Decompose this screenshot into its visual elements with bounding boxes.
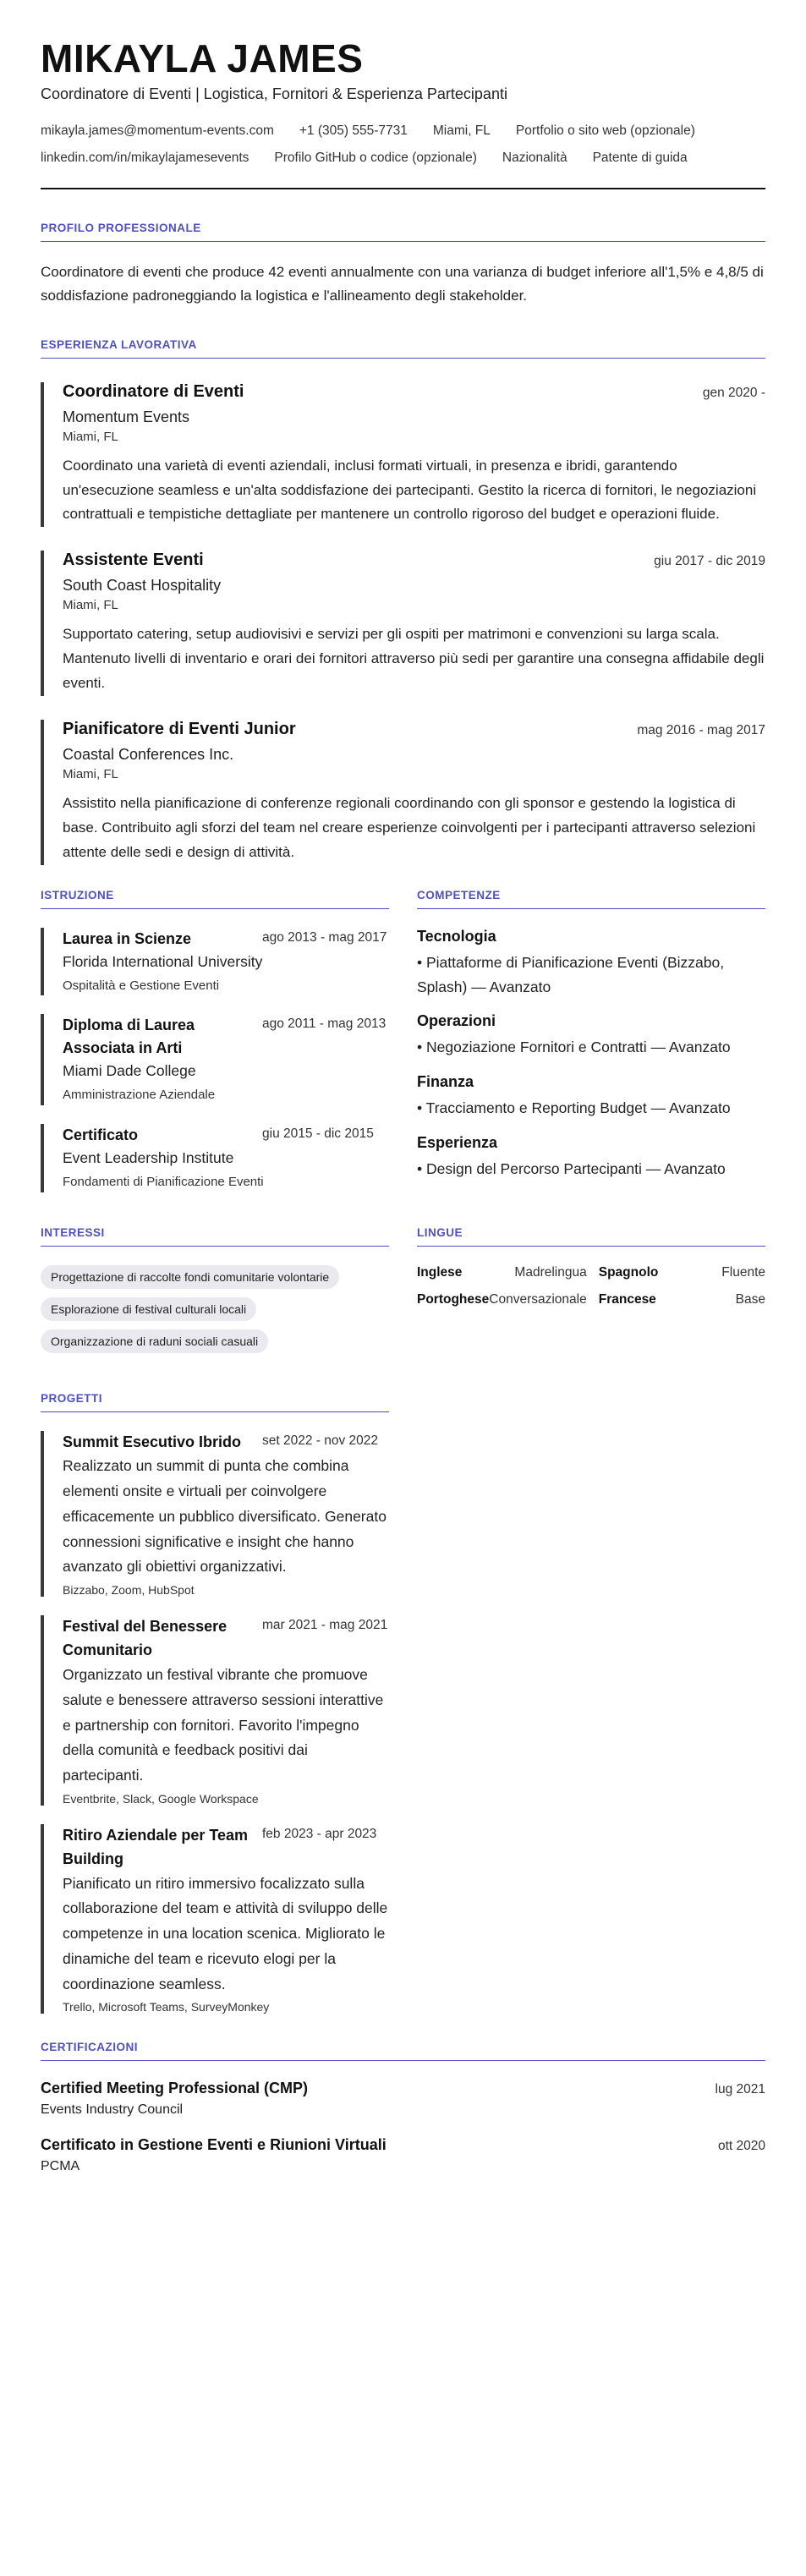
degree-title: Laurea in Scienze bbox=[63, 929, 192, 947]
project-description: Organizzato un festival vibrante che promuove salute e benessere attraverso sessioni interattive e partnership con fornitori. Favorito l'impegno della comunità e feedback positivi dai partecipanti. bbox=[63, 1666, 384, 1784]
study-field: Ospitalità e Gestione Eventi bbox=[63, 978, 220, 993]
job-dates: gen 2020 - bbox=[702, 385, 765, 400]
project-title: Summit Esecutivo Ibrido bbox=[63, 1433, 242, 1450]
headline: Coordinatore di Eventi | Logistica, Fornitori & Esperienza Partecipanti bbox=[41, 85, 507, 102]
job-location: Miami, FL bbox=[63, 767, 118, 782]
contact-info bbox=[41, 123, 765, 166]
job-title: Coordinatore di Eventi bbox=[63, 381, 244, 401]
contact-phone: +1 (305) 555-7731 bbox=[299, 123, 408, 138]
certification-issuer: PCMA bbox=[41, 2159, 80, 2174]
project-title: Ritiro Aziendale per Team Building bbox=[63, 1826, 249, 1867]
education-item bbox=[41, 1124, 389, 1192]
certification-item bbox=[41, 2136, 765, 2174]
language-level: Conversazionale bbox=[489, 1291, 587, 1307]
study-field: Fondamenti di Pianificazione Eventi bbox=[63, 1175, 264, 1190]
education-section bbox=[41, 889, 389, 1192]
section-title-languages: LINGUE bbox=[417, 1226, 765, 1247]
language-item bbox=[417, 1265, 587, 1280]
section-title-summary: PROFILO PROFESSIONALE bbox=[41, 222, 765, 242]
skill-category: Esperienza bbox=[417, 1134, 498, 1152]
section-title-education: ISTRUZIONE bbox=[41, 889, 389, 909]
contact-portfolio: Portfolio o sito web (opzionale) bbox=[515, 123, 695, 138]
project-tools: Bizzabo, Zoom, HubSpot bbox=[63, 1583, 195, 1598]
job-title: Assistente Eventi bbox=[63, 551, 204, 570]
skill-item: • Design del Percorso Partecipanti — Avanzato bbox=[417, 1160, 726, 1178]
section-title-interests: INTERESSI bbox=[41, 1226, 389, 1247]
language-item bbox=[599, 1292, 765, 1307]
certification-title: Certified Meeting Professional (CMP) bbox=[41, 2080, 309, 2097]
job-dates: mag 2016 - mag 2017 bbox=[637, 723, 765, 738]
language-item bbox=[417, 1292, 587, 1307]
project-tools: Trello, Microsoft Teams, SurveyMonkey bbox=[63, 2000, 270, 2014]
contact-location: Miami, FL bbox=[432, 123, 491, 138]
language-item bbox=[599, 1265, 765, 1280]
project-description: Pianificato un ritiro immersivo focalizzato sulla collaborazione del team e attività di sviluppo delle competenze in una location scenica. Migliorato le dinamiche del team e ricevuto elogi per la coordinazione seamless. bbox=[63, 1874, 388, 1992]
header-divider bbox=[41, 188, 765, 189]
language-level: Base bbox=[735, 1291, 765, 1307]
study-field: Amministrazione Aziendale bbox=[63, 1088, 216, 1103]
section-title-experience: ESPERIENZA LAVORATIVA bbox=[41, 338, 765, 359]
skill-item: • Negoziazione Fornitori e Contratti — Avanzato bbox=[417, 1039, 731, 1056]
language-name: Spagnolo bbox=[598, 1264, 659, 1280]
skills-section bbox=[417, 889, 765, 1192]
job-dates: giu 2017 - dic 2019 bbox=[654, 554, 765, 569]
skill-item: • Tracciamento e Reporting Budget — Avanzato bbox=[417, 1099, 731, 1117]
job-title: Pianificatore di Eventi Junior bbox=[63, 720, 296, 739]
education-item bbox=[41, 1014, 389, 1105]
candidate-name: MIKAYLA JAMES bbox=[41, 36, 364, 80]
project-item bbox=[41, 1431, 389, 1598]
contact-linkedin: linkedin.com/in/mikaylajamesevents bbox=[41, 150, 249, 165]
job-description: Assistito nella pianificazione di conferenze regionali coordinando con gli sponsor e gestendo la logistica di base. Contribuito agli sforzi del team nel creare esperienze coinvolgenti per i partecipanti attraverso selezioni attente delle sedi e design di attività. bbox=[63, 795, 756, 860]
project-item bbox=[41, 1824, 389, 2014]
skill-category: Operazioni bbox=[417, 1012, 496, 1030]
interest-tag: Organizzazione di raduni sociali casuali bbox=[41, 1329, 268, 1353]
resume-header bbox=[41, 37, 765, 189]
project-dates: feb 2023 - apr 2023 bbox=[262, 1826, 377, 1841]
project-dates: set 2022 - nov 2022 bbox=[262, 1433, 379, 1448]
projects-section bbox=[41, 1392, 389, 2014]
language-level: Fluente bbox=[721, 1264, 765, 1280]
projects-row bbox=[41, 1392, 765, 2014]
project-item bbox=[41, 1615, 389, 1806]
degree-title: Certificato bbox=[63, 1126, 139, 1143]
certification-issuer: Events Industry Council bbox=[41, 2102, 184, 2118]
job-company: Coastal Conferences Inc. bbox=[63, 746, 234, 764]
certification-date: lug 2021 bbox=[715, 2082, 765, 2097]
section-title-projects: PROGETTI bbox=[41, 1392, 389, 1412]
interests-languages-row bbox=[41, 1226, 765, 1362]
job-description: Coordinato una varietà di eventi aziendali, inclusi formati virtuali, in presenza e ibridi, garantendo un'esecuzione seamless e un'alta soddisfazione dei partecipanti. Gestito la ricerca di fornitori, le negoziazioni contrattuali e tempistiche dettagliate per mantenere un controllo rigoroso del budget e operazioni fluide. bbox=[63, 457, 757, 523]
skill-category: Finanza bbox=[417, 1073, 474, 1091]
degree-title: Diploma di Laurea Associata in Arti bbox=[63, 1017, 195, 1057]
contact-github: Profilo GitHub o codice (opzionale) bbox=[274, 150, 477, 165]
certification-item bbox=[41, 2080, 765, 2118]
contact-nationality: Nazionalità bbox=[502, 150, 567, 165]
interest-tag: Progettazione di raccolte fondi comunitarie volontarie bbox=[41, 1265, 339, 1289]
skill-category: Tecnologia bbox=[417, 927, 496, 945]
certifications-section bbox=[41, 2041, 765, 2174]
language-level: Madrelingua bbox=[514, 1264, 587, 1280]
section-title-skills: COMPETENZE bbox=[417, 889, 765, 909]
degree-dates: giu 2015 - dic 2015 bbox=[262, 1126, 374, 1141]
language-name: Francese bbox=[598, 1291, 656, 1307]
job-location: Miami, FL bbox=[63, 598, 118, 613]
interests-section bbox=[41, 1226, 389, 1362]
project-tools: Eventbrite, Slack, Google Workspace bbox=[63, 1791, 259, 1806]
contact-driving-license: Patente di guida bbox=[592, 150, 688, 165]
project-dates: mar 2021 - mag 2021 bbox=[262, 1618, 388, 1633]
interest-tag: Esplorazione di festival culturali locali bbox=[41, 1297, 256, 1321]
project-description: Realizzato un summit di punta che combina elementi onsite e virtuali per coinvolgere efficacemente un pubblico diversificato. Generato connessioni significative e insight che hanno avanzato gli obiettivi organizzativi. bbox=[63, 1457, 387, 1576]
job-company: Momentum Events bbox=[63, 408, 190, 425]
school-name: Event Leadership Institute bbox=[63, 1148, 234, 1166]
job-company: South Coast Hospitality bbox=[63, 577, 222, 595]
degree-dates: ago 2011 - mag 2013 bbox=[262, 1017, 387, 1032]
experience-item bbox=[41, 551, 765, 696]
certification-date: ott 2020 bbox=[717, 2139, 765, 2154]
language-name: Inglese bbox=[417, 1264, 463, 1280]
summary-text: Coordinatore di eventi che produce 42 eventi annualmente con una varianza di budget inferiore all'1,5% e 4,8/5 di soddisfazione padroneggiando la logistica e l'allineamento degli stakeholder. bbox=[41, 263, 764, 304]
languages-section bbox=[417, 1226, 765, 1362]
contact-email: mikayla.james@momentum-events.com bbox=[41, 123, 274, 138]
education-skills-row bbox=[41, 889, 765, 1192]
job-location: Miami, FL bbox=[63, 429, 118, 444]
project-title: Festival del Benessere Comunitario bbox=[63, 1618, 228, 1659]
certification-title: Certificato in Gestione Eventi e Riunioni Virtuali bbox=[41, 2136, 387, 2154]
experience-item bbox=[41, 382, 765, 528]
experience-section bbox=[41, 338, 765, 865]
school-name: Miami Dade College bbox=[63, 1062, 196, 1080]
experience-item bbox=[41, 720, 765, 865]
language-name: Portoghese bbox=[417, 1291, 490, 1307]
section-title-certifications: CERTIFICAZIONI bbox=[41, 2041, 765, 2061]
degree-dates: ago 2013 - mag 2017 bbox=[262, 929, 387, 945]
education-item bbox=[41, 928, 389, 996]
skill-item: • Piattaforme di Pianificazione Eventi (Bizzabo, Splash) — Avanzato bbox=[417, 953, 725, 995]
summary-section bbox=[41, 222, 765, 308]
empty-column bbox=[417, 1392, 765, 2014]
job-description: Supportato catering, setup audiovisivi e servizi per gli ospiti per matrimoni e convenzioni su larga scala. Mantenuto livelli di inventario e orari dei fornitori attraverso più sedi per garantire una consegna affidabile degli eventi. bbox=[63, 626, 765, 692]
school-name: Florida International University bbox=[63, 952, 263, 970]
